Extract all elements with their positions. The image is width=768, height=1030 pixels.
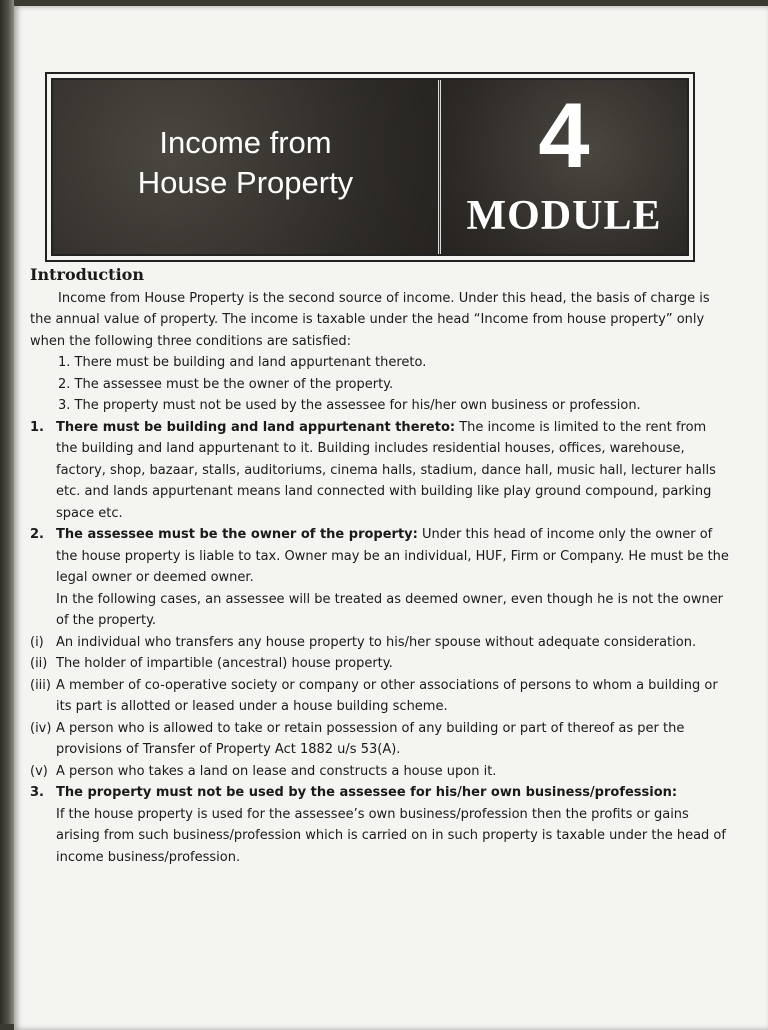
page-body [30, 264, 730, 868]
deemed-owner-intro: In the following cases, an assessee will be treated as deemed owner, even though he is not the owner of the property. [56, 591, 724, 628]
case-number: (iii) [30, 677, 51, 693]
deemed-case-item [30, 675, 730, 718]
section-text [56, 524, 730, 589]
deemed-case-item [30, 653, 730, 675]
banner-title-panel [53, 80, 441, 254]
section-bold-lead: The property must not be used by the assessee for his/her own business/profession: [56, 785, 678, 800]
section-text [56, 782, 730, 868]
banner-frame [51, 78, 689, 256]
case-text: The holder of impartible (ancestral) house property. [56, 656, 393, 671]
case-text: An individual who transfers any house property to his/her spouse without adequate consideration. [56, 634, 697, 650]
banner-module-panel [441, 80, 687, 254]
section-text [56, 417, 730, 525]
module-number: 4 [538, 85, 590, 187]
book-page [14, 6, 768, 1030]
section-bold-lead: There must be building and land appurtenant thereto: [56, 419, 456, 435]
case-text: A person who is allowed to take or retain possession of any building or part of thereof as per the provisions of Transfer of Property Act 1882 u/s 53(A). [56, 720, 685, 757]
module-label: MODULE [466, 193, 662, 239]
intro-paragraph: Income from House Property is the second source of income. Under this head, the basis of charge is the annual value of property. The income is taxable under the head “Income from house property” only when the following three conditions are satisfied: [30, 290, 710, 349]
case-text: A person who takes a land on lease and constructs a house upon it. [56, 763, 497, 779]
chapter-banner [45, 72, 695, 262]
section-number: 1. [30, 419, 44, 435]
chapter-title [138, 123, 353, 203]
section-heading: Introduction [30, 265, 144, 284]
book-binding [0, 0, 14, 1024]
deemed-case-item [30, 718, 730, 761]
condition-item: 2. The assessee must be the owner of the property. [58, 376, 394, 392]
case-text: A member of co-operative society or company or other associations of persons to whom a building or its part is allotted or leased under a house building scheme. [56, 677, 718, 714]
deemed-case-item [30, 761, 730, 783]
section-bold-lead: The assessee must be the owner of the property: [56, 527, 418, 542]
case-number: (iv) [30, 720, 52, 736]
section-number: 3. [30, 785, 44, 800]
numbered-section [30, 417, 730, 525]
section-number: 2. [30, 527, 44, 542]
section-body: The income is limited to the rent from the building and land appurtenant to it. Building includes residential houses, offices, warehouse, factory, shop, bazaar, stalls, auditoriums, cinema halls, stadium, dance hall, music hall, lecturer halls etc. and lands appurtenant means land connected with building like play ground compound, parking space etc. [56, 419, 716, 521]
condition-item: 3. The property must not be used by the assessee for his/her own business or profession. [58, 398, 641, 413]
numbered-section [30, 782, 730, 868]
chapter-title-line2: House Property [137, 165, 354, 200]
section-body: Under this head of income only the owner of the house property is liable to tax. Owner may be an individual, HUF, Firm or Company. He must be the legal owner or deemed owner. [56, 527, 729, 585]
numbered-section [30, 524, 730, 589]
case-number: (v) [30, 763, 48, 779]
deemed-case-item [30, 632, 730, 654]
section-body: If the house property is used for the assessee’s own business/profession then the profits or gains arising from such business/profession which is carried on in such property is taxable under the head of income business/profession. [56, 806, 726, 865]
case-number: (ii) [30, 656, 48, 671]
case-number: (i) [30, 634, 44, 650]
condition-item: 1. There must be building and land appurtenant thereto. [58, 355, 427, 370]
chapter-title-line1: Income from [159, 125, 332, 160]
